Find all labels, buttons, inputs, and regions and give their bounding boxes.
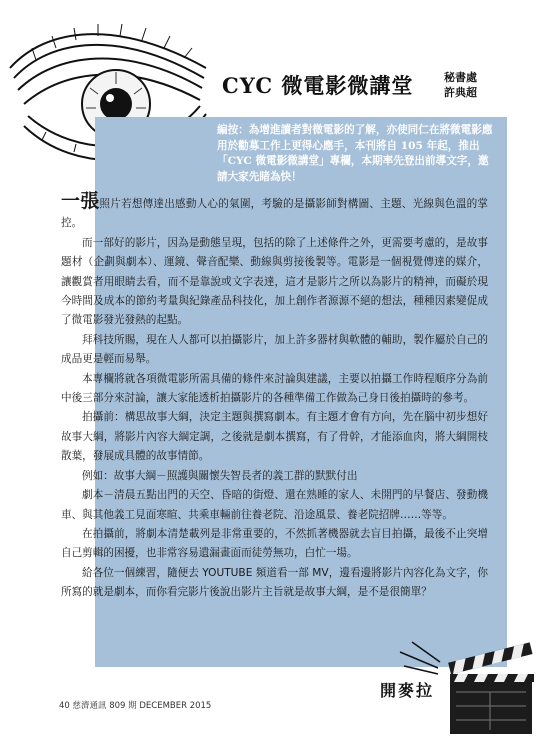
article-paragraph: 在拍攝前，將劇本清楚載列是非常重要的，不然抓著機器就去盲目拍攝，最後不止突增自己剪輯的困擾，也非常容易遺漏畫面而徒勞無功，白忙一場。 xyxy=(61,527,488,560)
article-paragraph: 例如：故事大綱－照護與關懷失智長者的義工群的默默付出 xyxy=(82,469,358,482)
article-paragraph: 給各位一個練習，隨便去 YOUTUBE 頻道看一部 MV，邊看邊將影片內容化為文字，你所寫的就是劇本，而你看完影片後說出影片主旨就是故事大綱，是不是很簡單？ xyxy=(61,566,488,599)
article-paragraph: 本專欄將就各項微電影所需具備的條件來討論與建議，主要以拍攝工作時程順序分為前中後三部分來討論，讓大家能透析拍攝影片的各種準備工作做為己身日後拍攝時的參考。 xyxy=(61,372,488,405)
author-credit xyxy=(444,70,484,100)
article-paragraph: 劇本－清晨五點出門的天空、昏暗的街燈、還在熟睡的家人、未開門的早餐店、發動機車、與其他義工見面寒暄、共乘車輛前往養老院、沿途風景、養老院招牌……等等。 xyxy=(61,489,488,521)
drop-cap: 一張 xyxy=(61,190,100,212)
article-paragraph: 而一部好的影片，因為是動態呈現，包括的除了上述條件之外，更需要考慮的，是故事題材（企劃與劇本）、運鏡、聲音配樂、動線與剪接後製等。電影是一個視覺傳達的媒介，讓觀賞者用眼睛去看，而不是靠說或文字表達，這才是影片之所以為影片的精神，而礙於現今時間及成本的節約考量與紀錄產品科技化，加上創作者源源不絕的想法，種種因素變促成了微電影發光發熱的起點。 xyxy=(61,236,488,327)
article-body xyxy=(61,190,488,603)
editor-note: 編按：為增進讀者對微電影的了解，亦使同仁在將微電影應用於勸募工作上更得心應手，本刊將自 105 年起，推出「CYC 微電影微講堂」專欄，本期率先登出前導文字，邀請大家先睹為快！ xyxy=(217,124,493,183)
clapperboard-illustration xyxy=(398,640,534,736)
paragraph-text: 照片若想傳達出感動人心的氣圍，考驗的是攝影師對構圖、主題、光線與色溫的掌控。 xyxy=(61,198,488,230)
page-title: CYC 微電影微講堂 xyxy=(222,73,414,98)
page-footer: 40 慈濟通訊 809 期 DECEMBER 2015 xyxy=(59,701,212,711)
department-label: 秘書處 xyxy=(444,71,477,84)
article-paragraph: 拍攝前：構思故事大綱，決定主題與撰寫劇本。有主題才會有方向，先在腦中初步想好故事大綱，將影片內容大綱定調，之後就是劇本撰寫，有了骨幹，才能添血肉，將大綱開枝散葉，發展成具體的故事情節。 xyxy=(61,411,488,463)
article-paragraph xyxy=(61,190,488,234)
author-name: 許典超 xyxy=(444,86,477,99)
article-paragraph: 拜科技所賜，現在人人都可以拍攝影片，加上許多器材與軟體的輔助，製作屬於自己的成品更是輕而易舉。 xyxy=(61,333,488,366)
byline-title: 開麥拉 xyxy=(380,681,435,700)
